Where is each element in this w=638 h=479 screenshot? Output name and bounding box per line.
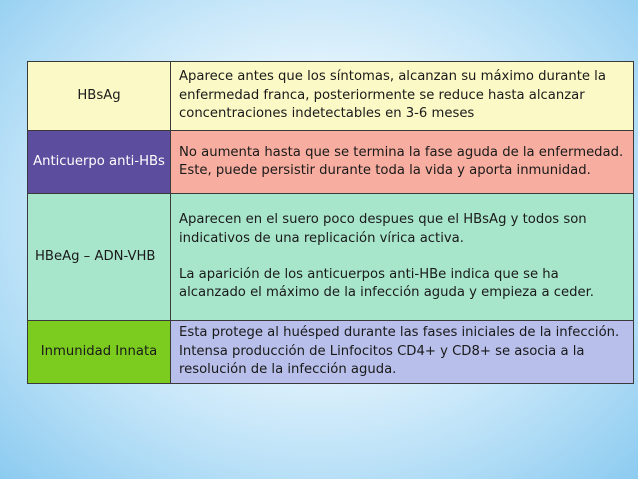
row-label-innate-immunity: Inmunidad Innata — [28, 321, 171, 384]
row-label-hbeag: HBeAg – ADN-VHB — [28, 194, 171, 321]
hbeag-paragraph-1: Aparecen en el suero poco despues que el HBsAg y todos son indicativos de una replicación vírica activa. — [179, 212, 587, 246]
hepatitis-b-markers-table — [27, 61, 634, 384]
table-row-hbeag — [28, 194, 634, 321]
table-row-hbsag — [28, 62, 634, 131]
row-description-hbsag: Aparece antes que los síntomas, alcanzan su máximo durante la enfermedad franca, posteriormente se reduce hasta alcanzar concentraciones indetectables en 3-6 meses — [171, 62, 634, 131]
row-label-hbsag: HBsAg — [28, 62, 171, 131]
row-label-anti-hbs: Anticuerpo anti-HBs — [28, 131, 171, 194]
hbeag-paragraph-2: La aparición de los anticuerpos anti-HBe indica que se ha alcanzado el máximo de la infección aguda y empieza a ceder. — [179, 267, 594, 301]
row-description-hbeag — [171, 194, 634, 321]
row-description-innate-immunity: Esta protege al huésped durante las fases iniciales de la infección. Intensa producción de Linfocitos CD4+ y CD8+ se asocia a la resolución de la infección aguda. — [171, 321, 634, 384]
paragraph-spacer — [179, 248, 629, 266]
table-row-innate-immunity — [28, 321, 634, 384]
row-description-anti-hbs: No aumenta hasta que se termina la fase aguda de la enfermedad. Este, puede persistir durante toda la vida y aporta inmunidad. — [171, 131, 634, 194]
table-row-anti-hbs — [28, 131, 634, 194]
